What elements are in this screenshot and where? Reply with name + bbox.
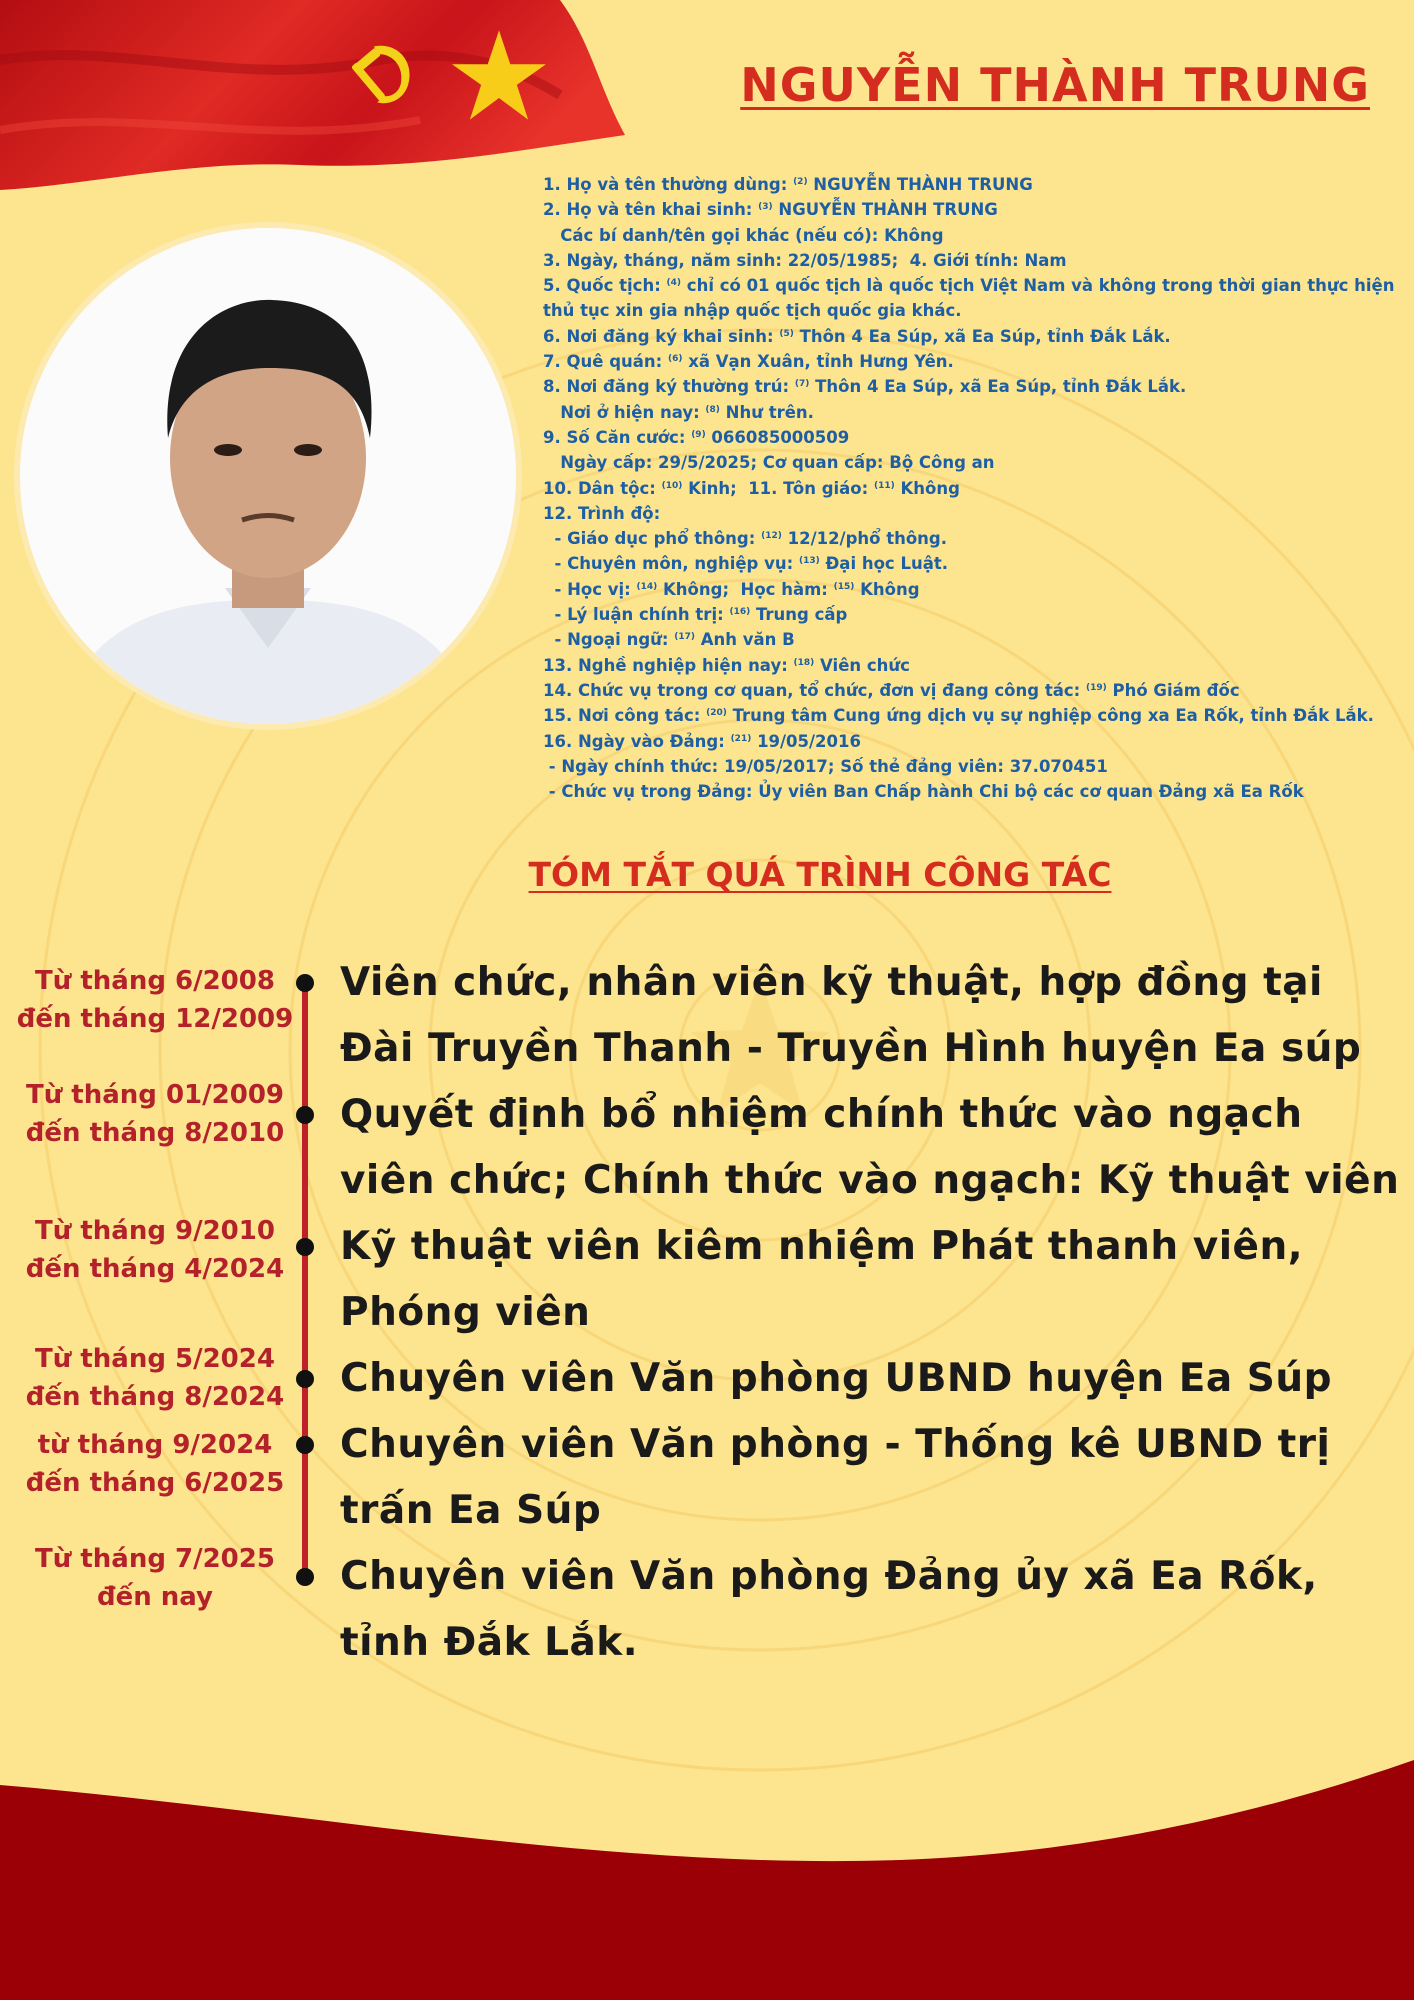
info-text: - Lý luận chính trị: bbox=[543, 605, 730, 625]
info-line bbox=[543, 754, 1403, 779]
timeline-date-line: Từ tháng 6/2008 bbox=[35, 966, 275, 996]
footnote-marker: (17) bbox=[674, 632, 695, 643]
footer-wave bbox=[0, 1760, 1414, 2000]
info-line bbox=[543, 653, 1403, 678]
timeline-description: Viên chức, nhân viên kỹ thuật, hợp đồng tại bbox=[340, 960, 1323, 1005]
footnote-marker: (12) bbox=[761, 531, 782, 542]
info-text: - Ngày chính thức: 19/05/2017; Số thẻ đảng viên: 37.070451 bbox=[543, 756, 1108, 776]
info-text: Các bí danh/tên gọi khác (nếu có): Không bbox=[543, 225, 944, 245]
info-text: NGUYỄN THÀNH TRUNG bbox=[772, 200, 998, 220]
info-line bbox=[543, 197, 1403, 222]
timeline-bullet bbox=[296, 1370, 314, 1388]
timeline-date-line: đến tháng 6/2025 bbox=[25, 1468, 285, 1498]
info-text: Không bbox=[854, 579, 920, 599]
info-text: NGUYỄN THÀNH TRUNG bbox=[807, 175, 1033, 194]
timeline-description: Chuyên viên Văn phòng - Thống kê UBND trị bbox=[340, 1422, 1331, 1467]
footnote-marker: (13) bbox=[798, 556, 820, 567]
info-line bbox=[543, 526, 1403, 551]
info-text: 2. Họ và tên khai sinh: bbox=[543, 200, 759, 220]
info-line bbox=[543, 248, 1403, 273]
timeline-date-line: đến tháng 8/2024 bbox=[25, 1382, 285, 1412]
info-line bbox=[543, 374, 1403, 399]
info-text: - Ngoại ngữ: bbox=[543, 630, 675, 650]
info-text: 12/12/phổ thông. bbox=[781, 529, 948, 549]
info-line bbox=[543, 223, 1403, 248]
timeline-description: Đài Truyền Thanh - Truyền Hình huyện Ea súp bbox=[340, 1026, 1362, 1071]
timeline-date-line: Từ tháng 5/2024 bbox=[35, 1344, 275, 1374]
info-text: 19/05/2016 bbox=[751, 731, 861, 751]
timeline-description: Quyết định bổ nhiệm chính thức vào ngạch bbox=[340, 1092, 1303, 1137]
footnote-marker: (14) bbox=[636, 581, 658, 592]
timeline-description: Chuyên viên Văn phòng UBND huyện Ea Súp bbox=[340, 1356, 1333, 1401]
info-text: 14. Chức vụ trong cơ quan, tổ chức, đơn vị đang công tác: bbox=[543, 680, 1086, 700]
info-text: Nơi ở hiện nay: bbox=[543, 402, 706, 422]
info-text: xã Vạn Xuân, tỉnh Hưng Yên. bbox=[682, 352, 954, 372]
info-line bbox=[543, 476, 1403, 501]
footnote-marker: (3) bbox=[758, 202, 773, 213]
info-text: Ngày cấp: 29/5/2025; Cơ quan cấp: Bộ Công an bbox=[543, 453, 995, 473]
footnote-marker: (18) bbox=[793, 657, 815, 668]
timeline-date-line: từ tháng 9/2024 bbox=[37, 1430, 273, 1460]
info-line bbox=[543, 450, 1403, 475]
footnote-marker: (7) bbox=[794, 379, 810, 390]
star-icon bbox=[452, 30, 546, 120]
timeline-description: Phóng viên bbox=[340, 1290, 591, 1335]
info-text: Anh văn B bbox=[694, 630, 795, 650]
footnote-marker: (16) bbox=[729, 607, 751, 618]
info-line bbox=[543, 324, 1403, 349]
info-text: 066085000509 bbox=[705, 427, 850, 447]
footnote-marker: (15) bbox=[833, 581, 855, 592]
info-text: Thôn 4 Ea Súp, xã Ea Súp, tỉnh Đắk Lắk. bbox=[793, 326, 1171, 346]
info-line bbox=[543, 602, 1403, 627]
info-line bbox=[543, 501, 1403, 526]
section-title: TÓM TẮT QUÁ TRÌNH CÔNG TÁC bbox=[528, 855, 1112, 894]
timeline-date-line: đến tháng 8/2010 bbox=[25, 1118, 285, 1148]
info-text: 15. Nơi công tác: bbox=[543, 706, 707, 726]
info-text: Đại học Luật. bbox=[819, 554, 948, 574]
info-text: Trung cấp bbox=[750, 605, 848, 625]
info-text: 12. Trình độ: bbox=[543, 503, 661, 523]
info-line bbox=[543, 551, 1403, 576]
timeline-date-line: Từ tháng 9/2010 bbox=[35, 1216, 275, 1246]
info-line bbox=[543, 172, 1403, 197]
timeline-date-line: Từ tháng 7/2025 bbox=[35, 1544, 275, 1574]
info-line bbox=[543, 349, 1403, 374]
page-title: NGUYỄN THÀNH TRUNG bbox=[740, 58, 1370, 112]
info-text: 10. Dân tộc: bbox=[543, 478, 662, 498]
info-text: Không; Học hàm: bbox=[657, 579, 834, 599]
timeline-bullet bbox=[296, 974, 314, 992]
footnote-marker: (20) bbox=[706, 708, 727, 719]
info-text: 6. Nơi đăng ký khai sinh: bbox=[543, 326, 780, 346]
timeline-description: trấn Ea Súp bbox=[340, 1488, 602, 1533]
footnote-marker: (8) bbox=[705, 404, 720, 415]
footnote-marker: (5) bbox=[779, 328, 794, 339]
footnote-marker: (11) bbox=[873, 480, 895, 491]
timeline-bullet bbox=[296, 1568, 314, 1586]
info-line bbox=[543, 678, 1403, 703]
hammer-sickle-icon bbox=[342, 32, 422, 112]
info-text: - Giáo dục phổ thông: bbox=[543, 529, 762, 549]
info-line bbox=[543, 273, 1403, 324]
timeline-date bbox=[10, 1340, 300, 1416]
timeline-description: Chuyên viên Văn phòng Đảng ủy xã Ea Rốk, bbox=[340, 1554, 1318, 1599]
footnote-marker: (21) bbox=[730, 733, 752, 744]
portrait-photo bbox=[20, 228, 516, 724]
info-text: Trung tâm Cung ứng dịch vụ sự nghiệp công xa Ea Rốk, tỉnh Đắk Lắk. bbox=[726, 706, 1374, 726]
info-text: 13. Nghề nghiệp hiện nay: bbox=[543, 655, 794, 675]
info-text: 16. Ngày vào Đảng: bbox=[543, 731, 731, 751]
timeline-description: viên chức; Chính thức vào ngạch: Kỹ thuật viên bbox=[340, 1158, 1400, 1203]
info-text: 9. Số Căn cước: bbox=[543, 427, 692, 447]
info-text: 1. Họ và tên thường dùng: bbox=[543, 175, 794, 194]
info-text: chỉ có 01 quốc tịch là quốc tịch Việt Nam và không trong thời gian thực hiện thủ tục xin gia nhập quốc tịch quốc gia khác. bbox=[543, 276, 1395, 321]
timeline-date bbox=[10, 962, 300, 1038]
info-line bbox=[543, 577, 1403, 602]
footnote-marker: (9) bbox=[691, 429, 706, 440]
footnote-marker: (6) bbox=[667, 354, 683, 365]
info-line bbox=[543, 425, 1403, 450]
timeline-bullet bbox=[296, 1436, 314, 1454]
info-text: 7. Quê quán: bbox=[543, 352, 668, 372]
info-text: 3. Ngày, tháng, năm sinh: 22/05/1985; 4. Giới tính: Nam bbox=[543, 250, 1067, 270]
info-text: 8. Nơi đăng ký thường trú: bbox=[543, 377, 795, 397]
info-line bbox=[543, 729, 1403, 754]
timeline-date-line: Từ tháng 01/2009 bbox=[26, 1080, 284, 1110]
timeline-date bbox=[10, 1426, 300, 1502]
timeline-bullet bbox=[296, 1106, 314, 1124]
timeline-date-line: đến tháng 4/2024 bbox=[25, 1254, 285, 1284]
info-text: Kinh; 11. Tôn giáo: bbox=[682, 478, 874, 498]
info-text: Phó Giám đốc bbox=[1106, 680, 1240, 700]
personal-info-list bbox=[543, 172, 1403, 804]
info-text: Không bbox=[894, 478, 960, 498]
timeline-bullet bbox=[296, 1238, 314, 1256]
info-text: - Chuyên môn, nghiệp vụ: bbox=[543, 554, 799, 574]
info-line bbox=[543, 703, 1403, 728]
footnote-marker: (10) bbox=[661, 480, 683, 491]
footnote-marker: (4) bbox=[666, 278, 682, 289]
timeline-date-line: đến nay bbox=[96, 1582, 213, 1612]
footnote-marker: (2) bbox=[793, 177, 808, 187]
info-text: - Chức vụ trong Đảng: Ủy viên Ban Chấp hành Chi bộ các cơ quan Đảng xã Ea Rốk bbox=[543, 782, 1304, 802]
info-text: Như trên. bbox=[719, 402, 814, 422]
timeline-description: tỉnh Đắk Lắk. bbox=[340, 1620, 639, 1665]
info-line bbox=[543, 779, 1403, 804]
timeline-date bbox=[10, 1540, 300, 1616]
timeline-line bbox=[302, 975, 308, 1580]
info-text: Thôn 4 Ea Súp, xã Ea Súp, tỉnh Đắk Lắk. bbox=[809, 377, 1187, 397]
info-line bbox=[543, 400, 1403, 425]
timeline-description: Kỹ thuật viên kiêm nhiệm Phát thanh viên, bbox=[340, 1224, 1304, 1269]
info-text: - Học vị: bbox=[543, 579, 637, 599]
footnote-marker: (19) bbox=[1085, 682, 1107, 693]
timeline-date-line: đến tháng 12/2009 bbox=[16, 1004, 294, 1034]
info-line bbox=[543, 627, 1403, 652]
timeline-date bbox=[10, 1076, 300, 1152]
timeline-date bbox=[10, 1212, 300, 1288]
info-text: 5. Quốc tịch: bbox=[543, 276, 667, 296]
info-text: Viên chức bbox=[814, 655, 910, 675]
